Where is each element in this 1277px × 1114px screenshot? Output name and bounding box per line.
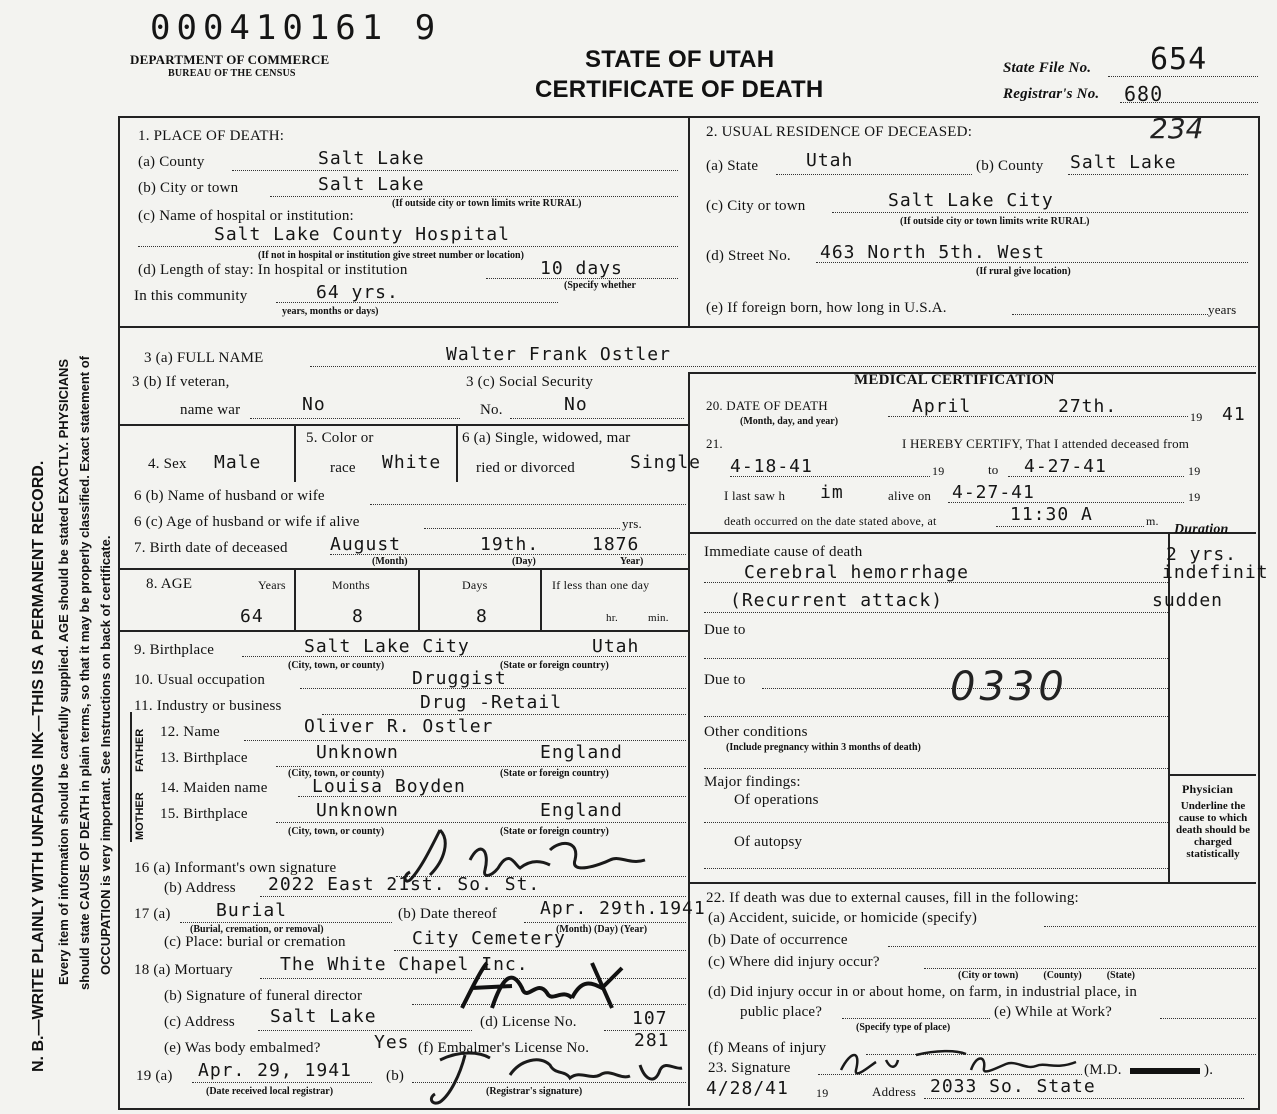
fd-address: Salt Lake xyxy=(270,1006,377,1027)
birthplace-state: Utah xyxy=(592,636,640,657)
registrar-label: Registrar's No. xyxy=(1003,86,1100,102)
spouse-label: 6 (b) Name of husband or wife xyxy=(134,488,325,504)
race-label: race xyxy=(330,460,356,476)
age-days-label: Days xyxy=(462,578,488,592)
hospital: Salt Lake County Hospital xyxy=(214,224,510,245)
signature-label: 23. Signature xyxy=(708,1060,791,1076)
residence-heading: 2. USUAL RESIDENCE OF DECEASED: xyxy=(706,124,973,140)
occurred-label: death occurred on the date stated above, at xyxy=(724,514,937,528)
yrs-label: yrs. xyxy=(622,516,642,531)
res-street-label: (d) Street No. xyxy=(706,248,791,264)
father-label: FATHER xyxy=(134,728,146,772)
certify-text: I HEREBY CERTIFY, That I attended deceased from xyxy=(902,436,1190,451)
m-label: m. xyxy=(1146,514,1159,528)
fullname-label: 3 (a) FULL NAME xyxy=(144,350,264,366)
informant-label: 16 (a) Informant's own signature xyxy=(134,860,337,876)
father-name-label: 12. Name xyxy=(160,724,220,740)
alive-19: 19 xyxy=(1188,490,1201,504)
mother-name: Louisa Boyden xyxy=(312,776,466,797)
due-to-2: Due to xyxy=(704,672,746,688)
full-name: Walter Frank Ostler xyxy=(446,344,671,365)
age-label: 8. AGE xyxy=(146,576,193,592)
dod-label: 20. DATE OF DEATH xyxy=(706,398,828,413)
major-label: Major findings: xyxy=(704,774,801,790)
age-years: 64 xyxy=(240,606,264,627)
duration-3: sudden xyxy=(1152,590,1224,611)
burial-date-note: (Month) (Day) (Year) xyxy=(556,924,648,935)
mother-bp-state-note: (State or foreign country) xyxy=(500,826,609,837)
birth-year: 1876 xyxy=(592,534,640,555)
hospital-label: (c) Name of hospital or institution: xyxy=(138,208,354,224)
embalmer-label: (f) Embalmer's License No. xyxy=(418,1040,590,1056)
residence-number: 234 xyxy=(1150,112,1204,145)
due-to-1: Due to xyxy=(704,622,746,638)
foreign-label: (e) If foreign born, how long in U.S.A. xyxy=(706,300,947,316)
mother-label: MOTHER xyxy=(134,792,146,840)
place-city: Salt Lake xyxy=(318,174,425,195)
sig-19: 19 xyxy=(816,1086,829,1100)
ymd-note: years, months or days) xyxy=(282,306,379,317)
stay-length: 10 days xyxy=(540,258,623,279)
external-f: (f) Means of injury xyxy=(708,1040,827,1056)
license-number: 107 xyxy=(632,1008,668,1029)
stay-label: (d) Length of stay: In hospital or institution xyxy=(138,262,408,278)
address-label: (b) Address xyxy=(164,880,236,896)
burial-place-label: (c) Place: burial or cremation xyxy=(164,934,346,950)
burial-date-label: (b) Date thereof xyxy=(398,906,497,922)
birthplace-city: Salt Lake City xyxy=(304,636,470,657)
md-redaction xyxy=(1130,1068,1200,1074)
external-d: (d) Did injury occur in or about home, on farm, in industrial place, in xyxy=(708,984,1138,1000)
industry-label: 11. Industry or business xyxy=(134,698,282,714)
specify-note: (Specify whether xyxy=(564,280,636,291)
res-city: Salt Lake City xyxy=(888,190,1054,211)
birth-month: August xyxy=(330,534,402,555)
to-19: 19 xyxy=(1188,464,1201,478)
director-signature xyxy=(452,958,632,1018)
received-date: Apr. 29, 1941 xyxy=(198,1060,352,1081)
saw-him: im xyxy=(820,482,844,503)
informant-address: 2022 East 21st. So. St. xyxy=(268,874,541,895)
res-county: Salt Lake xyxy=(1070,152,1177,173)
external-c: (c) Where did injury occur? xyxy=(708,954,880,970)
min-label: min. xyxy=(648,612,669,624)
death-time: 11:30 A xyxy=(1010,504,1093,525)
place-city-label: (b) City or town xyxy=(138,180,239,196)
received-note: (Date received local registrar) xyxy=(206,1086,334,1097)
cause-2: (Recurrent attack) xyxy=(730,590,944,611)
sidebar-line-3: should state CAUSE OF DEATH in plain terms, so that it may be properly classified. Exact statement of xyxy=(77,355,92,990)
burial-note: (Burial, cremation, or removal) xyxy=(190,924,324,935)
dod-month: April xyxy=(912,396,972,417)
war-label: name war xyxy=(180,402,241,418)
bp-city-note: (City, town, or county) xyxy=(288,660,385,671)
birth-label: 7. Birth date of deceased xyxy=(134,540,288,556)
physician-note: Underline the cause to which death should be charged statistically xyxy=(1176,800,1250,860)
serial-number: 000410161 9 xyxy=(150,8,442,48)
duration-2: indefinit xyxy=(1162,562,1269,583)
external-heading: 22. If death was due to external causes, fill in the following: xyxy=(706,890,1079,906)
birthplace-label: 9. Birthplace xyxy=(134,642,215,658)
alive-date: 4-27-41 xyxy=(952,482,1035,503)
state-file-label: State File No. xyxy=(1003,60,1092,76)
birth-day: 19th. xyxy=(480,534,540,555)
sidebar-line-2: Every item of information should be carefully supplied. AGE should be stated EXACTLY. PHYSICIANS xyxy=(56,358,71,985)
immediate-label: Immediate cause of death xyxy=(704,544,863,560)
mother-name-label: 14. Maiden name xyxy=(160,780,268,796)
embalmed: Yes xyxy=(374,1032,410,1053)
sex-label: 4. Sex xyxy=(148,456,187,472)
bureau: BUREAU OF THE CENSUS xyxy=(168,68,296,79)
ss-label: 3 (c) Social Security xyxy=(466,374,594,390)
res-state-label: (a) State xyxy=(706,158,759,174)
father-bp-country: England xyxy=(540,742,623,763)
to-label: to xyxy=(988,462,999,477)
hospital-note: (If not in hospital or institution give street number or location) xyxy=(258,250,524,261)
burial: Burial xyxy=(216,900,288,921)
mother-bp-country: England xyxy=(540,800,623,821)
veteran-label: 3 (b) If veteran, xyxy=(132,374,230,390)
place-heading: 1. PLACE OF DEATH: xyxy=(138,128,285,144)
signature-date: 4/28/41 xyxy=(706,1078,789,1099)
duration-1: 2 yrs. xyxy=(1166,544,1238,565)
marital-label-2: ried or divorced xyxy=(476,460,575,476)
registrar-signature xyxy=(420,1040,690,1110)
external-a: (a) Accident, suicide, or homicide (specify) xyxy=(708,910,978,926)
res-city-label: (c) City or town xyxy=(706,198,806,214)
spouse-age-label: 6 (c) Age of husband or wife if alive xyxy=(134,514,360,530)
bp-state-note: (State or foreign country) xyxy=(500,660,609,671)
alive-label: alive on xyxy=(888,488,932,503)
external-b: (b) Date of occurrence xyxy=(708,932,848,948)
director-label: (b) Signature of funeral director xyxy=(164,988,363,1004)
sidebar-line-4: OCCUPATION is very important. See Instructions on back of certificate. xyxy=(98,535,113,975)
state-file-number: 654 xyxy=(1150,42,1208,77)
other-label: Other conditions xyxy=(704,724,808,740)
marital-status: Single xyxy=(630,452,702,473)
fd-address-label: (c) Address xyxy=(164,1014,235,1030)
operations-label: Of operations xyxy=(734,792,819,808)
medical-heading: MEDICAL CERTIFICATION xyxy=(854,372,1055,388)
father-bp-label: 13. Birthplace xyxy=(160,750,248,766)
color-label: 5. Color or xyxy=(306,430,374,446)
father-bp-city-note: (City, town, or county) xyxy=(288,768,385,779)
physician-address: 2033 So. State xyxy=(930,1076,1096,1097)
dod-day: 27th. xyxy=(1058,396,1118,417)
registrar-sig-note: (Registrar's signature) xyxy=(486,1086,583,1097)
state-heading: STATE OF UTAH xyxy=(585,46,775,73)
age-months: 8 xyxy=(352,606,364,627)
external-d-note: (Specify type of place) xyxy=(856,1022,951,1033)
occupation-label: 10. Usual occupation xyxy=(134,672,266,688)
year-note: Year) xyxy=(620,556,644,567)
res-city-note: (If outside city or town limits write RURAL) xyxy=(900,216,1090,227)
mother-bp-label: 15. Birthplace xyxy=(160,806,248,822)
age-years-label: Years xyxy=(258,578,286,592)
father-bp-state-note: (State or foreign country) xyxy=(500,768,609,779)
res-county-label: (b) County xyxy=(976,158,1044,174)
community-label: In this community xyxy=(134,288,248,304)
certify-num: 21. xyxy=(706,436,723,451)
sex: Male xyxy=(214,452,262,473)
age-months-label: Months xyxy=(332,578,370,592)
cause-1: Cerebral hemorrhage xyxy=(744,562,969,583)
hr-label: hr. xyxy=(606,612,618,624)
dod-note: (Month, day, and year) xyxy=(740,416,839,427)
attended-from: 4-18-41 xyxy=(730,456,813,477)
race: White xyxy=(382,452,442,473)
industry: Drug -Retail xyxy=(420,692,563,713)
md-label: (M.D. xyxy=(1084,1062,1122,1078)
burial-label: 17 (a) xyxy=(134,906,171,922)
autopsy-label: Of autopsy xyxy=(734,834,803,850)
sidebar-line-1: N. B.—WRITE PLAINLY WITH UNFADING INK—THIS IS A PERMANENT RECORD. xyxy=(30,460,47,1072)
physician-address-label: Address xyxy=(872,1084,917,1099)
res-street: 463 North 5th. West xyxy=(820,242,1045,263)
dod-year-prefix: 19 xyxy=(1190,410,1203,424)
res-street-note: (If rural give location) xyxy=(976,266,1071,277)
page-title: CERTIFICATE OF DEATH xyxy=(535,76,824,103)
community-length: 64 yrs. xyxy=(316,282,399,303)
mortuary: The White Chapel Inc. xyxy=(280,954,529,975)
place-county-label: (a) County xyxy=(138,154,205,170)
received-label: 19 (a) xyxy=(136,1068,173,1084)
mortuary-label: 18 (a) Mortuary xyxy=(134,962,233,978)
place-county: Salt Lake xyxy=(318,148,425,169)
years-label: years xyxy=(1208,302,1237,317)
mother-bp-city-note: (City, town, or county) xyxy=(288,826,385,837)
cause-code: 0330 xyxy=(950,664,1068,710)
age-days: 8 xyxy=(476,606,488,627)
dod-year: 41 xyxy=(1222,404,1246,425)
father-name: Oliver R. Ostler xyxy=(304,716,494,737)
from-19: 19 xyxy=(932,464,945,478)
month-note: (Month) xyxy=(372,556,408,567)
burial-place: City Cemetery xyxy=(412,928,566,949)
license-label: (d) License No. xyxy=(480,1014,577,1030)
external-c-note: (City or town) (County) (State) xyxy=(958,970,1136,981)
veteran: No xyxy=(302,394,326,415)
father-bp-city: Unknown xyxy=(316,742,399,763)
marital-label: 6 (a) Single, widowed, mar xyxy=(462,430,631,446)
ss-no-label: No. xyxy=(480,402,503,418)
external-d2: public place? xyxy=(740,1004,823,1020)
age-less-label: If less than one day xyxy=(552,578,650,592)
embalmer-license: 281 xyxy=(634,1030,670,1051)
saw-label: I last saw h xyxy=(724,488,786,503)
res-state: Utah xyxy=(806,150,854,171)
physician-heading: Physician xyxy=(1182,782,1234,796)
social-security: No xyxy=(564,394,588,415)
external-e: (e) While at Work? xyxy=(994,1004,1113,1020)
duration-label: Duration xyxy=(1174,522,1229,537)
burial-date: Apr. 29th.1941 xyxy=(540,898,706,919)
mother-bp-city: Unknown xyxy=(316,800,399,821)
registrar-number: 680 xyxy=(1124,82,1164,106)
attended-to: 4-27-41 xyxy=(1024,456,1107,477)
registrar-sig-label: (b) xyxy=(386,1068,405,1084)
department: DEPARTMENT OF COMMERCE xyxy=(130,52,330,67)
other-note: (Include pregnancy within 3 months of death) xyxy=(726,742,921,753)
place-city-note: (If outside city or town limits write RURAL) xyxy=(392,198,582,209)
day-note: (Day) xyxy=(512,556,536,567)
occupation: Druggist xyxy=(412,668,507,689)
embalmed-label: (e) Was body embalmed? xyxy=(164,1040,321,1056)
